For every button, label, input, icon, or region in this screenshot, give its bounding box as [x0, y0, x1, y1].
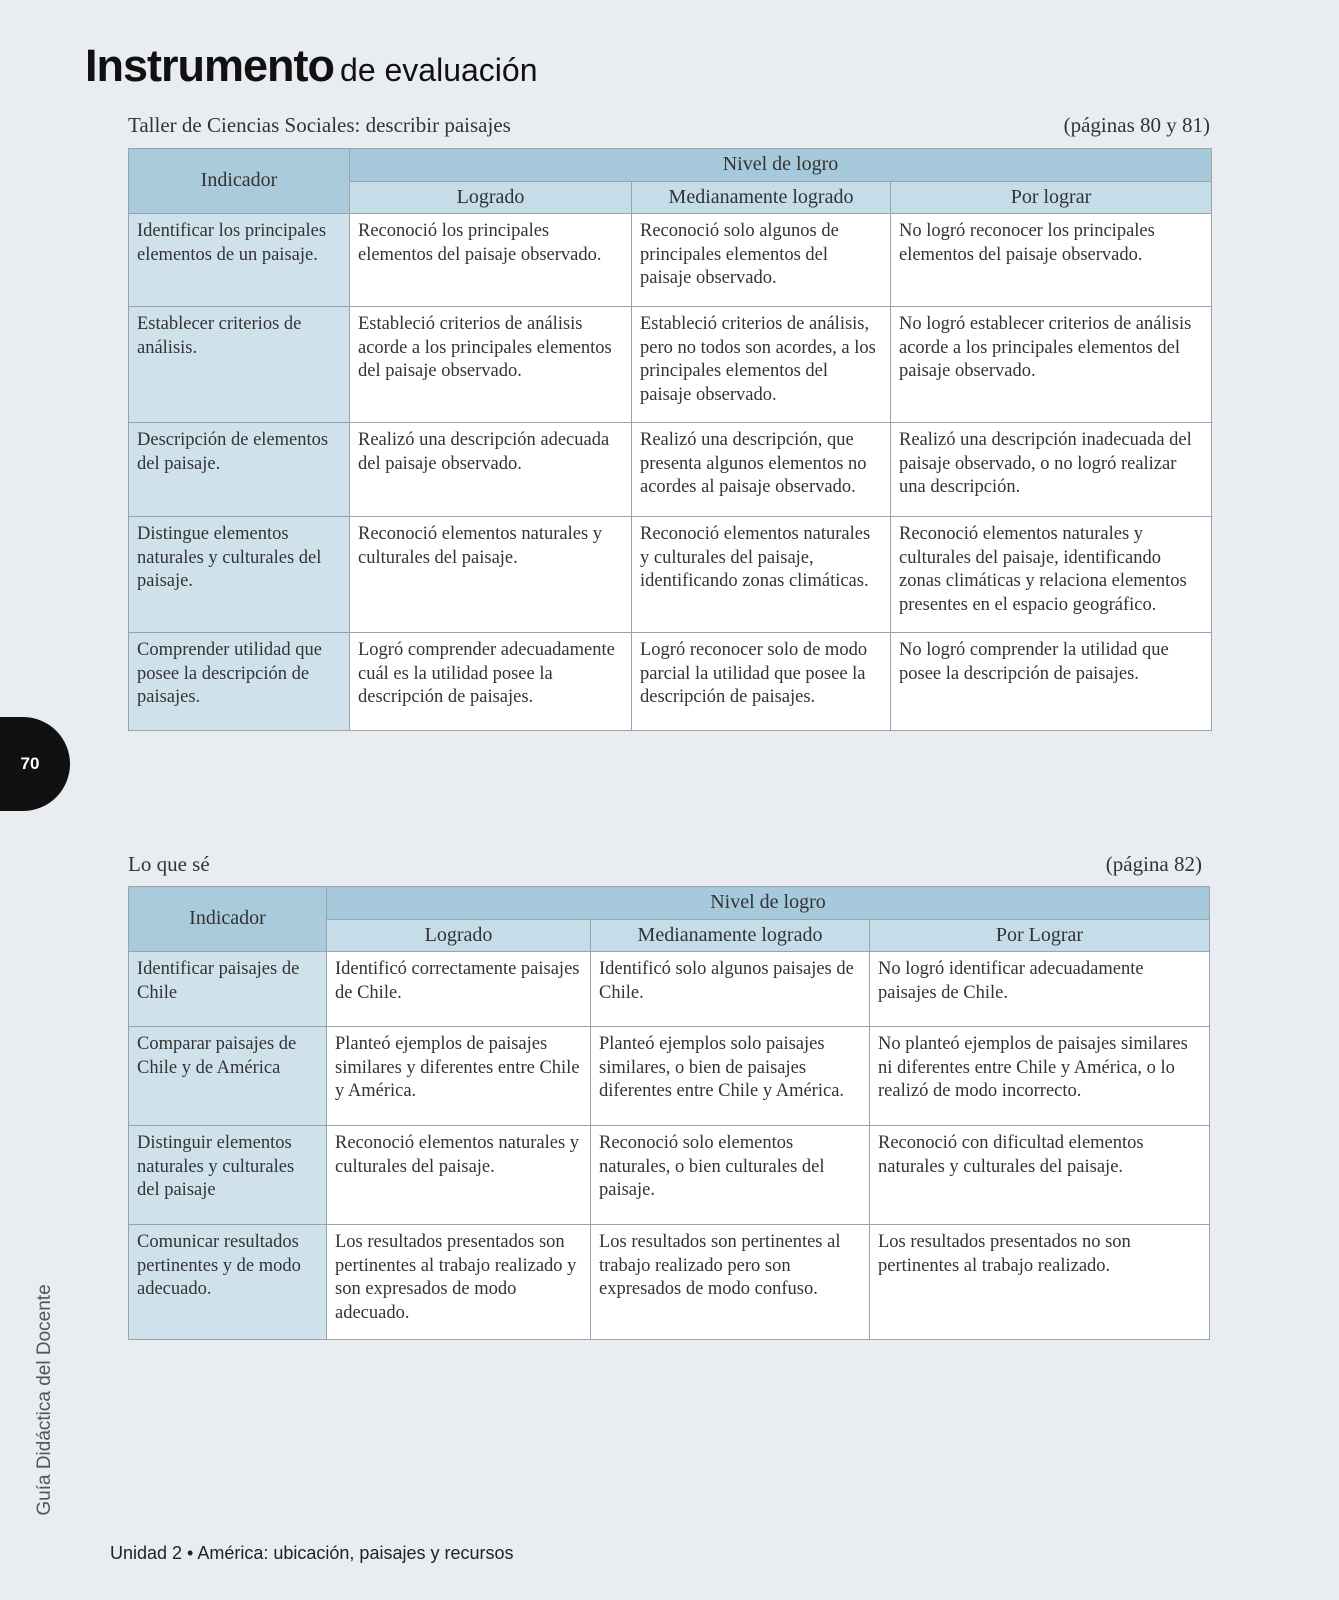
- por-lograr-cell: No logró comprender la utilidad que posee la descripción de paisajes.: [891, 633, 1212, 731]
- table-row: [129, 517, 1212, 633]
- por-lograr-cell: No planteó ejemplos de paisajes similares ni diferentes entre Chile y América, o lo realizó de modo incorrecto.: [870, 1027, 1210, 1126]
- logrado-cell: Reconoció elementos naturales y culturales del paisaje.: [327, 1126, 591, 1225]
- indicator-cell: Descripción de elementos del paisaje.: [129, 423, 350, 517]
- rubric-table-1: [128, 148, 1212, 731]
- indicator-cell: Comunicar resultados pertinentes y de modo adecuado.: [129, 1225, 327, 1340]
- logrado-cell: Reconoció elementos naturales y culturales del paisaje.: [350, 517, 632, 633]
- table-row: [129, 214, 1212, 307]
- logrado-cell: Estableció criterios de análisis acorde a los principales elementos del paisaje observado.: [350, 307, 632, 423]
- title-bold: Instrumento: [85, 40, 335, 91]
- indicator-header: Indicador: [129, 149, 350, 214]
- section1-pages: (páginas 80 y 81): [1063, 113, 1210, 137]
- por-lograr-cell: Los resultados presentados no son pertinentes al trabajo realizado.: [870, 1225, 1210, 1340]
- por-lograr-cell: No logró identificar adecuadamente paisajes de Chile.: [870, 952, 1210, 1027]
- page-number: 70: [20, 754, 40, 773]
- level-header-por-lograr: Por lograr: [891, 182, 1212, 214]
- por-lograr-cell: No logró reconocer los principales elementos del paisaje observado.: [891, 214, 1212, 307]
- medianamente-cell: Identificó solo algunos paisajes de Chile.: [591, 952, 870, 1027]
- medianamente-cell: Planteó ejemplos solo paisajes similares, o bien de paisajes diferentes entre Chile y América.: [591, 1027, 870, 1126]
- rubric-table-2: [128, 886, 1210, 1340]
- logrado-cell: Planteó ejemplos de paisajes similares y diferentes entre Chile y América.: [327, 1027, 591, 1126]
- section1-heading: [128, 113, 1210, 138]
- table-row: [129, 1225, 1210, 1340]
- footer-unit: Unidad 2 • América: ubicación, paisajes y recursos: [110, 1543, 514, 1563]
- por-lograr-cell: No logró establecer criterios de análisis acorde a los principales elementos del paisaje observado.: [891, 307, 1212, 423]
- nivel-header: Nivel de logro: [327, 887, 1210, 920]
- page-number-tab: [0, 717, 70, 811]
- indicator-cell: Establecer criterios de análisis.: [129, 307, 350, 423]
- level-header-medianamente: Medianamente logrado: [632, 182, 891, 214]
- section1-name: Taller de Ciencias Sociales: describir paisajes: [128, 113, 511, 137]
- table-row: [129, 1027, 1210, 1126]
- level-header-medianamente: Medianamente logrado: [591, 920, 870, 952]
- por-lograr-cell: Realizó una descripción inadecuada del paisaje observado, o no logró realizar una descripción.: [891, 423, 1212, 517]
- page-title: [85, 40, 538, 92]
- table-row: [129, 952, 1210, 1027]
- medianamente-cell: Reconoció solo elementos naturales, o bien culturales del paisaje.: [591, 1126, 870, 1225]
- indicator-cell: Distingue elementos naturales y culturales del paisaje.: [129, 517, 350, 633]
- table-row: [129, 307, 1212, 423]
- indicator-cell: Comparar paisajes de Chile y de América: [129, 1027, 327, 1126]
- medianamente-cell: Los resultados son pertinentes al trabajo realizado pero son expresados de modo confuso.: [591, 1225, 870, 1340]
- medianamente-cell: Reconoció solo algunos de principales elementos del paisaje observado.: [632, 214, 891, 307]
- logrado-cell: Identificó correctamente paisajes de Chile.: [327, 952, 591, 1027]
- por-lograr-cell: Reconoció con dificultad elementos naturales y culturales del paisaje.: [870, 1126, 1210, 1225]
- indicator-cell: Distinguir elementos naturales y culturales del paisaje: [129, 1126, 327, 1225]
- indicator-header: Indicador: [129, 887, 327, 952]
- section2-pages: (página 82): [1105, 852, 1202, 876]
- medianamente-cell: Estableció criterios de análisis, pero no todos son acordes, a los principales elementos del paisaje observado.: [632, 307, 891, 423]
- table-row: [129, 633, 1212, 731]
- por-lograr-cell: Reconoció elementos naturales y culturales del paisaje, identificando zonas climáticas y relaciona elementos presentes en el espacio geográfico.: [891, 517, 1212, 633]
- section2-name: Lo que sé: [128, 852, 210, 876]
- indicator-cell: Identificar los principales elementos de un paisaje.: [129, 214, 350, 307]
- table-row: [129, 423, 1212, 517]
- logrado-cell: Reconoció los principales elementos del paisaje observado.: [350, 214, 632, 307]
- level-header-logrado: Logrado: [350, 182, 632, 214]
- section2-heading: [128, 852, 1202, 877]
- title-rest: de evaluación: [340, 52, 538, 88]
- logrado-cell: Los resultados presentados son pertinentes al trabajo realizado y son expresados de modo adecuado.: [327, 1225, 591, 1340]
- nivel-header: Nivel de logro: [350, 149, 1212, 182]
- indicator-cell: Identificar paisajes de Chile: [129, 952, 327, 1027]
- logrado-cell: Logró comprender adecuadamente cuál es la utilidad posee la descripción de paisajes.: [350, 633, 632, 731]
- indicator-cell: Comprender utilidad que posee la descripción de paisajes.: [129, 633, 350, 731]
- side-guide-text: Guía Didáctica del Docente: [34, 1284, 55, 1516]
- medianamente-cell: Reconoció elementos naturales y culturales del paisaje, identificando zonas climáticas.: [632, 517, 891, 633]
- level-header-por-lograr: Por Lograr: [870, 920, 1210, 952]
- medianamente-cell: Logró reconocer solo de modo parcial la utilidad que posee la descripción de paisajes.: [632, 633, 891, 731]
- logrado-cell: Realizó una descripción adecuada del paisaje observado.: [350, 423, 632, 517]
- medianamente-cell: Realizó una descripción, que presenta algunos elementos no acordes al paisaje observado.: [632, 423, 891, 517]
- level-header-logrado: Logrado: [327, 920, 591, 952]
- table-row: [129, 1126, 1210, 1225]
